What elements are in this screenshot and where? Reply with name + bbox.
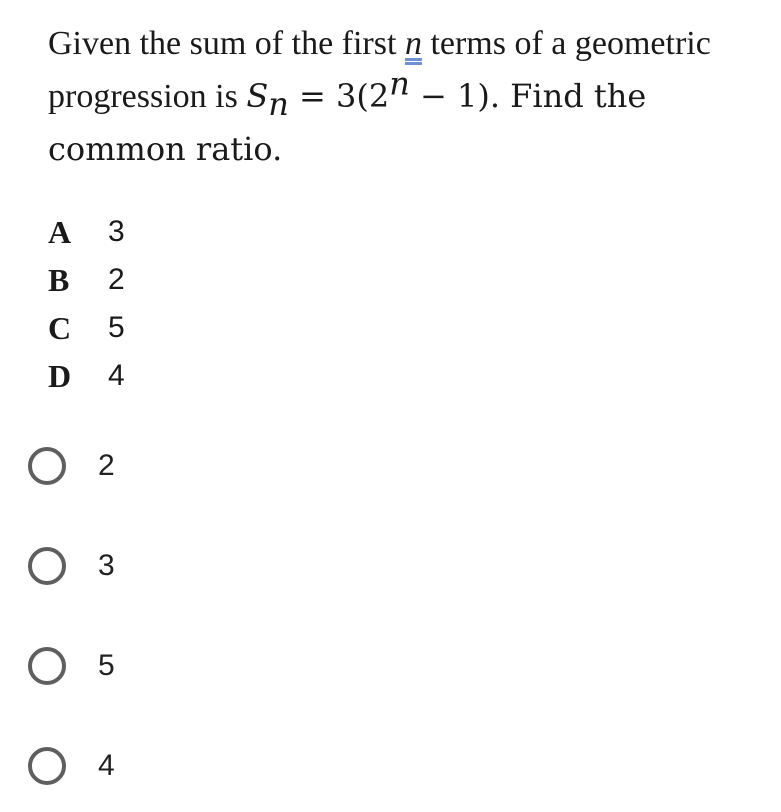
answer-choices-list xyxy=(48,208,125,400)
question-part-2: terms of a geometric progression is xyxy=(48,25,711,115)
radio-option-2[interactable] xyxy=(28,540,115,592)
choice-row-b xyxy=(48,256,125,304)
radio-option-label[interactable]: 5 xyxy=(98,649,115,682)
radio-button-icon[interactable] xyxy=(28,747,66,785)
radio-option-3[interactable] xyxy=(28,640,115,692)
choice-row-d xyxy=(48,352,125,400)
radio-option-1[interactable] xyxy=(28,440,115,492)
variable-n: n xyxy=(404,25,422,62)
exponent-n: n xyxy=(389,64,410,103)
radio-option-label[interactable]: 4 xyxy=(98,749,115,782)
choice-row-a xyxy=(48,208,125,256)
choice-letter: A xyxy=(48,213,72,250)
sum-equation: = 3(2 xyxy=(288,77,390,115)
question-part-3: − 1). Find the common ratio. xyxy=(48,77,647,168)
choice-letter: D xyxy=(48,357,72,394)
question-text xyxy=(48,18,768,176)
choice-letter: B xyxy=(48,261,70,298)
radio-option-label[interactable]: 3 xyxy=(98,549,115,582)
radio-button-icon[interactable] xyxy=(28,647,66,685)
sum-symbol: S xyxy=(246,77,269,115)
choice-value: 2 xyxy=(108,263,125,296)
choice-value: 3 xyxy=(108,215,125,248)
choice-letter: C xyxy=(48,309,72,346)
question-part-1: Given the sum of the first xyxy=(48,25,405,62)
radio-options-group xyxy=(28,440,115,812)
choice-value: 4 xyxy=(108,359,125,392)
choice-value: 5 xyxy=(108,311,125,344)
radio-option-4[interactable] xyxy=(28,740,115,792)
choice-row-c xyxy=(48,304,125,352)
radio-option-label[interactable]: 2 xyxy=(98,449,115,482)
sum-subscript: n xyxy=(268,84,289,123)
radio-button-icon[interactable] xyxy=(28,547,66,585)
radio-button-icon[interactable] xyxy=(28,447,66,485)
